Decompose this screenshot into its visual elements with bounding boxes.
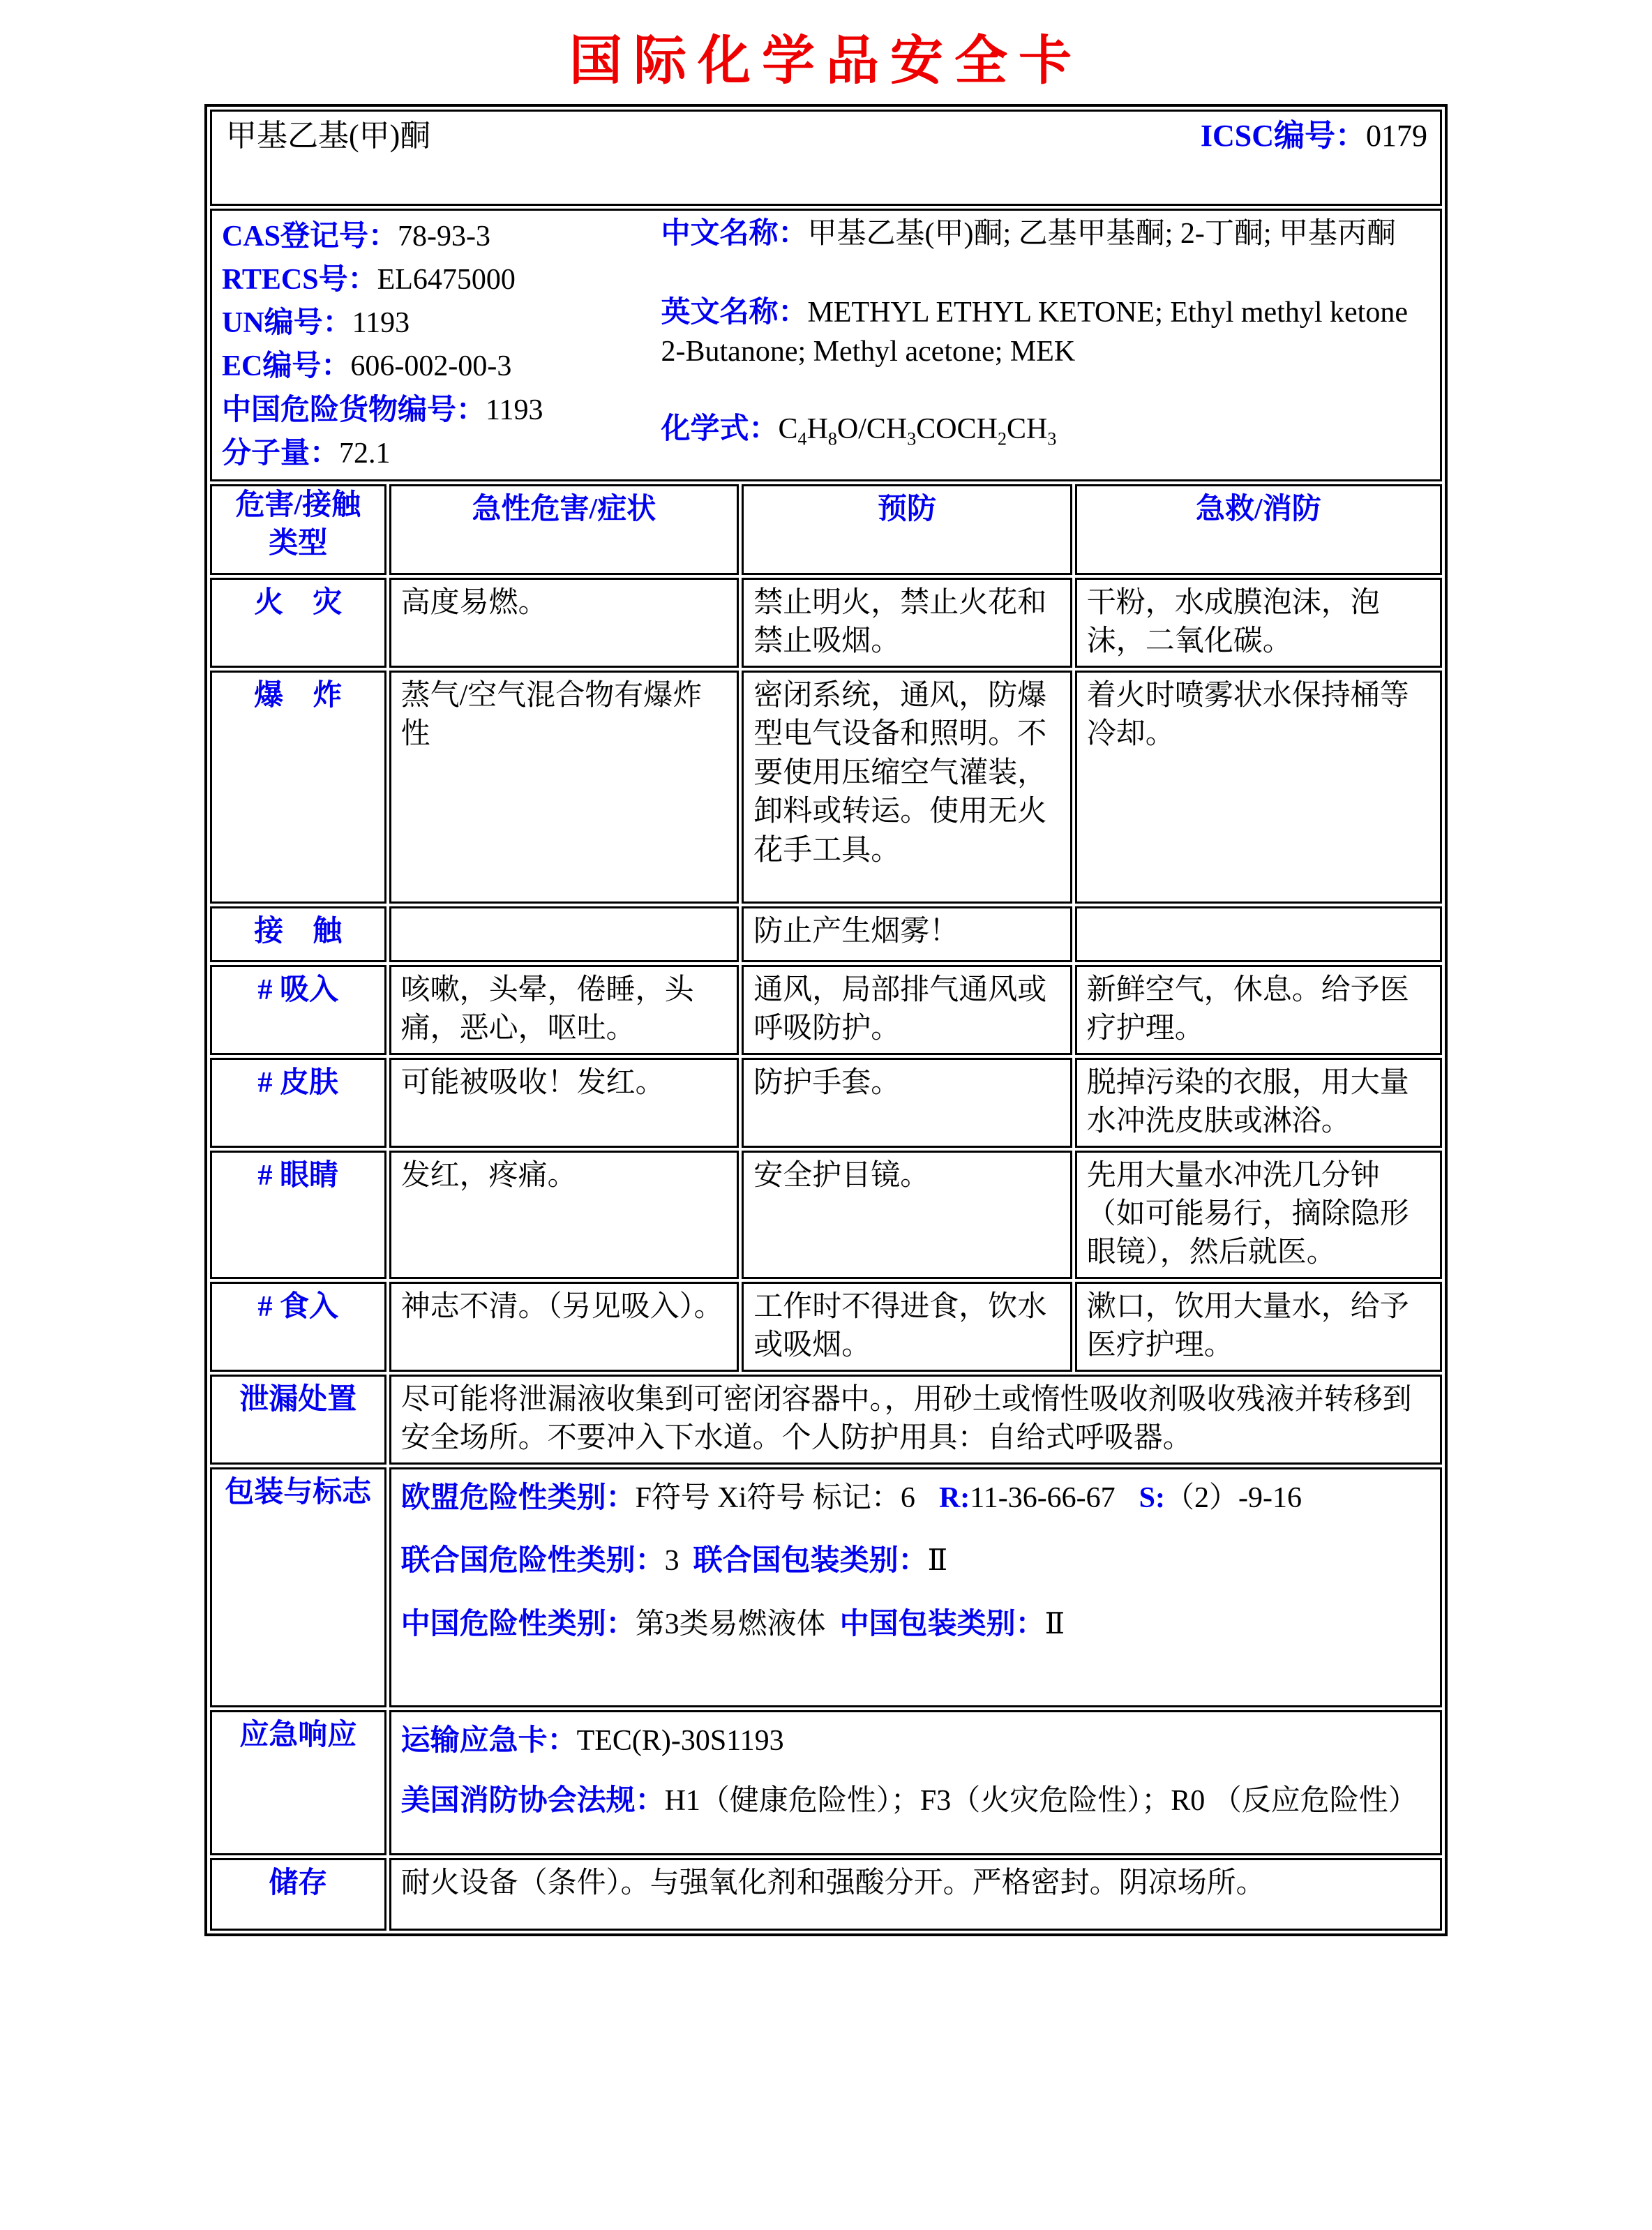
chinese-name-label: 中文名称： (661, 218, 808, 250)
explosion-first-aid: 着火时喷雾状水保持桶等冷却。 (1075, 671, 1442, 904)
hazard-row-label: 火 灾 (210, 578, 386, 668)
un-line (222, 301, 657, 345)
fire-prevention: 禁止明火，禁止火花和禁止吸烟。 (742, 578, 1072, 668)
hazard-header-row (210, 484, 1442, 575)
hazard-row-label: # 皮肤 (210, 1058, 386, 1148)
fire-symptoms: 高度易燃。 (389, 578, 739, 668)
storage-text: 耐火设备（条件）。与强氧化剂和强酸分开。严格密封。阴凉场所。 (389, 1858, 1442, 1931)
header-prevention: 预防 (742, 484, 1072, 575)
contact-first-aid (1075, 906, 1442, 962)
icsc-value: 0179 (1366, 119, 1427, 153)
rtecs-label: RTECS号： (222, 264, 377, 297)
mw-value: 72.1 (339, 437, 391, 470)
inhalation-first-aid: 新鲜空气，休息。给予医疗护理。 (1075, 965, 1442, 1055)
ingestion-symptoms: 神志不清。（另见吸入）。 (389, 1282, 739, 1372)
formula-line (661, 410, 1430, 451)
inhalation-prevention: 通风，局部排气通风或呼吸防护。 (742, 965, 1072, 1055)
r-phrases-label: R: (938, 1481, 970, 1514)
un-class-label: 联合国危险性类别： (400, 1545, 665, 1578)
un-value: 1193 (352, 307, 410, 340)
eu-class-value: F符号 Xi符号 标记：6 (635, 1481, 915, 1514)
inhalation-symptoms: 咳嗽，头晕，倦睡，头痛，恶心，呕吐。 (389, 965, 739, 1055)
emergency-content (389, 1710, 1442, 1855)
header-first-aid: 急救/消防 (1075, 484, 1442, 575)
un-label: UN编号： (222, 307, 352, 340)
explosion-symptoms: 蒸气/空气混合物有爆炸性 (389, 671, 739, 904)
skin-prevention: 防护手套。 (742, 1058, 1072, 1148)
r-phrases-value: 11-36-66-67 (970, 1481, 1116, 1514)
eu-class-label: 欧盟危险性类别： (400, 1481, 636, 1514)
s-phrases-value: （2）-9-16 (1165, 1481, 1302, 1514)
eyes-symptoms: 发红，疼痛。 (389, 1151, 739, 1279)
eyes-prevention: 安全护目镜。 (742, 1151, 1072, 1279)
identifiers-row (210, 209, 1442, 481)
un-class-line (401, 1536, 1430, 1586)
hazard-row-fire (210, 578, 1442, 668)
ec-value: 606-002-00-3 (350, 350, 512, 383)
page-title: 国际化学品安全卡 (569, 32, 1083, 91)
cn-pack-label: 中国包装类别： (839, 1608, 1045, 1640)
icsc-number (1201, 116, 1430, 156)
identifier-list (222, 215, 657, 475)
cn-class-line (401, 1600, 1430, 1649)
ec-line (222, 345, 657, 388)
names-block (657, 215, 1430, 475)
safety-card-table (204, 104, 1448, 1936)
hazard-row-ingestion (210, 1282, 1442, 1372)
transport-card-label: 运输应急卡： (400, 1724, 577, 1757)
chinese-name-line (661, 215, 1430, 253)
header-symptoms: 急性危害/症状 (389, 484, 739, 575)
mw-line (222, 432, 657, 475)
english-name-value: METHYL ETHYL KETONE; Ethyl methyl ketone 2-Butanone; Methyl acetone; MEK (661, 297, 1408, 368)
un-pack-label: 联合国包装类别： (693, 1545, 928, 1578)
nfpa-label: 美国消防协会法规： (400, 1785, 665, 1818)
ingestion-first-aid: 漱口，饮用大量水，给予医疗护理。 (1075, 1282, 1442, 1372)
fire-first-aid: 干粉，水成膜泡沫，泡沫，二氧化碳。 (1075, 578, 1442, 668)
ingestion-prevention: 工作时不得进食，饮水或吸烟。 (742, 1282, 1072, 1372)
eyes-first-aid: 先用大量水冲洗几分钟（如可能易行，摘除隐形眼镜），然后就医。 (1075, 1151, 1442, 1279)
nfpa-value: H1（健康危险性）；F3（火灾危险性）；R0 （反应危险性） (664, 1785, 1418, 1818)
transport-card-value: TEC(R)-30S1193 (576, 1724, 784, 1757)
identifiers-cell (210, 209, 1442, 481)
contact-prevention: 防止产生烟雾！ (742, 906, 1072, 962)
skin-symptoms: 可能被吸收！发红。 (389, 1058, 739, 1148)
emergency-label: 应急响应 (210, 1710, 386, 1855)
hazard-row-explosion (210, 671, 1442, 904)
packaging-content (389, 1467, 1442, 1707)
un-pack-value: Ⅱ (927, 1545, 948, 1578)
emergency-row (210, 1710, 1442, 1855)
icsc-label: ICSC编号： (1200, 119, 1366, 153)
hazard-row-label: 爆 炸 (210, 671, 386, 904)
cas-label: CAS登记号： (222, 220, 398, 253)
formula-label: 化学式： (661, 413, 779, 446)
rtecs-line (222, 258, 657, 301)
english-name-line (661, 294, 1430, 371)
transport-card-line (401, 1716, 1430, 1766)
safety-card (204, 104, 1448, 1936)
rtecs-value: EL6475000 (377, 264, 516, 297)
header-hazard-type: 危害/接触类型 (210, 484, 386, 575)
spill-text: 尽可能将泄漏液收集到可密闭容器中。，用砂土或惰性吸收剂吸收残液并转移到安全场所。不要冲入下水道。个人防护用具：自给式呼吸器。 (389, 1375, 1442, 1465)
hazard-row-inhalation (210, 965, 1442, 1055)
explosion-prevention: 密闭系统，通风，防爆型电气设备和照明。不要使用压缩空气灌装，卸料或转运。使用无火花手工具。 (742, 671, 1072, 904)
cn-class-value: 第3类易燃液体 (635, 1608, 826, 1640)
spill-row (210, 1375, 1442, 1465)
chinese-name-value: 甲基乙基(甲)酮; 乙基甲基酮; 2-丁酮; 甲基丙酮 (807, 218, 1396, 250)
ec-label: EC编号： (222, 350, 351, 383)
mw-label: 分子量： (222, 437, 340, 470)
cas-value: 78-93-3 (398, 220, 491, 253)
hazard-row-contact (210, 906, 1442, 962)
spill-label: 泄漏处置 (210, 1375, 386, 1465)
contact-symptoms (389, 906, 739, 962)
hazard-row-label: # 吸入 (210, 965, 386, 1055)
hazard-row-label: # 眼睛 (210, 1151, 386, 1279)
storage-row (210, 1858, 1442, 1931)
name-row (210, 110, 1442, 206)
formula-value: $C_4H_8O/CH_3COCH_2CH_3$ (778, 413, 1057, 449)
s-phrases-label: S: (1139, 1481, 1166, 1514)
english-name-label: 英文名称： (661, 297, 808, 329)
substance-name: 甲基乙基(甲)酮 (226, 119, 431, 153)
hazard-row-eyes (210, 1151, 1442, 1279)
hazard-row-label: 接 触 (210, 906, 386, 962)
storage-label: 储存 (210, 1858, 386, 1931)
cn-dg-label: 中国危险货物编号： (222, 394, 486, 426)
cn-dg-line (222, 389, 657, 432)
hazard-row-skin (210, 1058, 1442, 1148)
hazard-row-label: # 食入 (210, 1282, 386, 1372)
name-cell (210, 110, 1442, 206)
nfpa-line (401, 1776, 1430, 1826)
packaging-row (210, 1467, 1442, 1707)
cn-dg-value: 1193 (486, 394, 543, 426)
skin-first-aid: 脱掉污染的衣服，用大量水冲洗皮肤或淋浴。 (1075, 1058, 1442, 1148)
un-class-value: 3 (664, 1545, 679, 1578)
cn-pack-value: Ⅱ (1044, 1608, 1065, 1640)
cas-line (222, 215, 657, 258)
packaging-label: 包装与标志 (210, 1467, 386, 1707)
eu-class-line (401, 1474, 1430, 1523)
cn-class-label: 中国危险性类别： (400, 1608, 636, 1640)
